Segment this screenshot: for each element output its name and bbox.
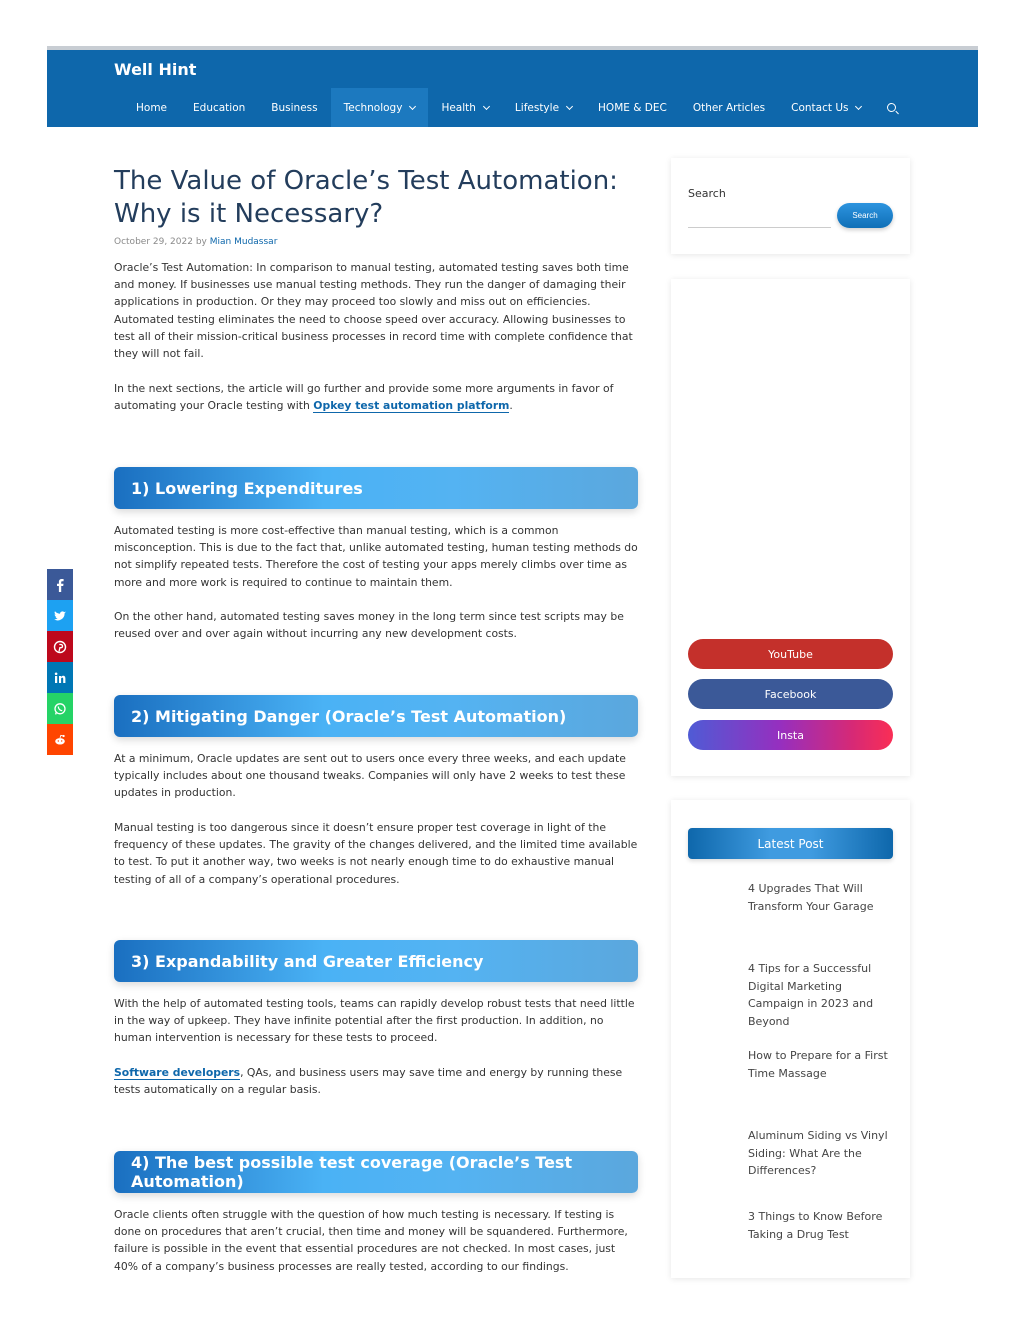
latest-post-link[interactable]: 4 Upgrades That Will Transform Your Garage [748,882,874,913]
chevron-down-icon [483,102,490,109]
nav-item-lifestyle[interactable] [502,88,585,127]
intro-paragraph: Oracle’s Test Automation: In comparison to manual testing, automated testing saves both time and money. If businesses use manual testing methods. They run the danger of damaging their applications in production. Or they may proceed too slowly and miss out on efficiencies. Automated testing eliminates the need to choose speed over accuracy. Allowing businesses to test all of their mission-critical business processes in record time with complete confidence that they will not fail. [114,261,633,361]
twitter-icon [53,609,67,623]
nav-item-business[interactable] [258,88,330,127]
article-date: October 29, 2022 [114,237,193,247]
whatsapp-icon [53,702,67,716]
reddit-icon [53,733,67,747]
paragraph [114,380,639,414]
nav-item-home-dec[interactable] [585,88,680,127]
facebook-icon [53,578,67,592]
main-nav [123,88,909,127]
share-linkedin[interactable] [47,662,73,693]
paragraph: With the help of automated testing tools, teams can rapidly develop robust tests that need little in the way of upkeep. They have infinite potential after the first production. In addition, no human intervention is necessary for these tests to proceed. [114,997,635,1045]
nav-label: Other Articles [692,101,766,114]
share-reddit[interactable] [47,724,73,755]
search-icon [887,103,896,112]
chevron-down-icon [855,102,862,109]
opkey-link[interactable]: Opkey test automation platform [313,399,510,413]
social-widget [671,279,910,776]
section-heading-1: 1) Lowering Expenditures [114,467,638,509]
site-title[interactable]: Well Hint [114,60,197,79]
software-developers-link[interactable]: Software developers [114,1066,241,1079]
nav-item-home[interactable] [123,88,180,127]
nav-label: Education [193,101,246,114]
nav-item-other-articles[interactable] [680,88,778,127]
article-meta [114,237,277,247]
section-heading-3: 3) Expandability and Greater Efficiency [114,940,638,982]
section-heading-4: 4) The best possible test coverage (Oracle’s Test Automation) [114,1151,638,1193]
latest-post-link[interactable]: Aluminum Siding vs Vinyl Siding: What Are the Differences? [748,1129,888,1177]
latest-posts-widget [671,800,910,1278]
nav-item-contact-us[interactable] [778,88,874,127]
share-twitter[interactable] [47,600,73,631]
text: In the next sections, the article will go further and provide some more arguments in favor of automating your Oracle testing with [114,382,614,413]
nav-item-health[interactable] [428,88,501,127]
search-button[interactable]: Search [837,203,893,228]
linkedin-icon [53,671,67,685]
chevron-down-icon [566,102,573,109]
nav-item-technology[interactable] [331,88,429,127]
chevron-down-icon [409,102,416,109]
section-heading-2: 2) Mitigating Danger (Oracle’s Test Automation) [114,695,638,737]
nav-label: Contact Us [791,101,849,114]
nav-label: HOME & DEC [598,101,667,114]
facebook-button[interactable]: Facebook [688,679,893,709]
author-link[interactable]: Mian Mudassar [209,237,278,247]
paragraph: On the other hand, automated testing saves money in the long term since test scripts may be reused over and over again without incurring any new development costs. [114,610,624,641]
youtube-button[interactable]: YouTube [688,639,893,669]
share-facebook[interactable] [47,569,73,600]
latest-post-link[interactable]: 4 Tips for a Successful Digital Marketing Campaign in 2023 and Beyond [748,962,874,1028]
nav-label: Home [136,101,168,114]
share-whatsapp[interactable] [47,693,73,724]
paragraph [114,1064,639,1098]
nav-label: Health [441,101,476,114]
share-pinterest[interactable] [47,631,73,662]
paragraph: Manual testing is too dangerous since it doesn’t ensure proper test coverage in light of the frequency of these updates. The gravity of the changes delivered, and the limited time available to test. To put it another way, two weeks is not nearly enough time to do exhaustive manual testing of all of a company’s operational procedures. [114,821,638,886]
latest-post-link[interactable]: 3 Things to Know Before Taking a Drug Test [748,1210,883,1241]
paragraph: At a minimum, Oracle updates are sent out to users once every three weeks, and each update typically includes about one thousand tweaks. Companies will only have 2 weeks to test these updates in production. [114,752,626,800]
nav-label: Technology [343,101,403,114]
search-widget [671,158,910,254]
latest-post-link[interactable]: How to Prepare for a First Time Massage [748,1049,888,1080]
pinterest-icon [53,640,67,654]
search-label: Search [688,187,726,200]
search-input[interactable] [688,208,831,228]
site-header [47,50,978,127]
insta-button[interactable]: Insta [688,720,893,750]
article-title: The Value of Oracle’s Test Automation: Why is it Necessary? [114,166,618,229]
text: , QAs, and business users may save time and energy by running these tests automatically on a regular basis. [114,1066,623,1097]
latest-post-heading: Latest Post [688,828,893,859]
text: . [509,399,513,413]
nav-label: Business [271,101,318,114]
byline-by: by [195,237,207,247]
nav-search-button[interactable] [874,88,909,127]
nav-label: Lifestyle [514,101,560,114]
nav-item-education[interactable] [180,88,258,127]
paragraph: Automated testing is more cost-effective than manual testing, which is a common misconception. This is due to the fact that, unlike automated testing, human testing methods do not simplify repeated tests. Therefore the cost of testing your apps merely climbs over time as more and more work is required to continue to maintain them. [114,524,638,589]
paragraph: Oracle clients often struggle with the question of how much testing is necessary. If testing is done on procedures that aren’t crucial, then time and money will be squandered. Furthermore, failure is possible in the event that essential procedures are not checked. In most cases, just 40% of a company’s business processes are really tested, according to our findings. [114,1208,628,1273]
